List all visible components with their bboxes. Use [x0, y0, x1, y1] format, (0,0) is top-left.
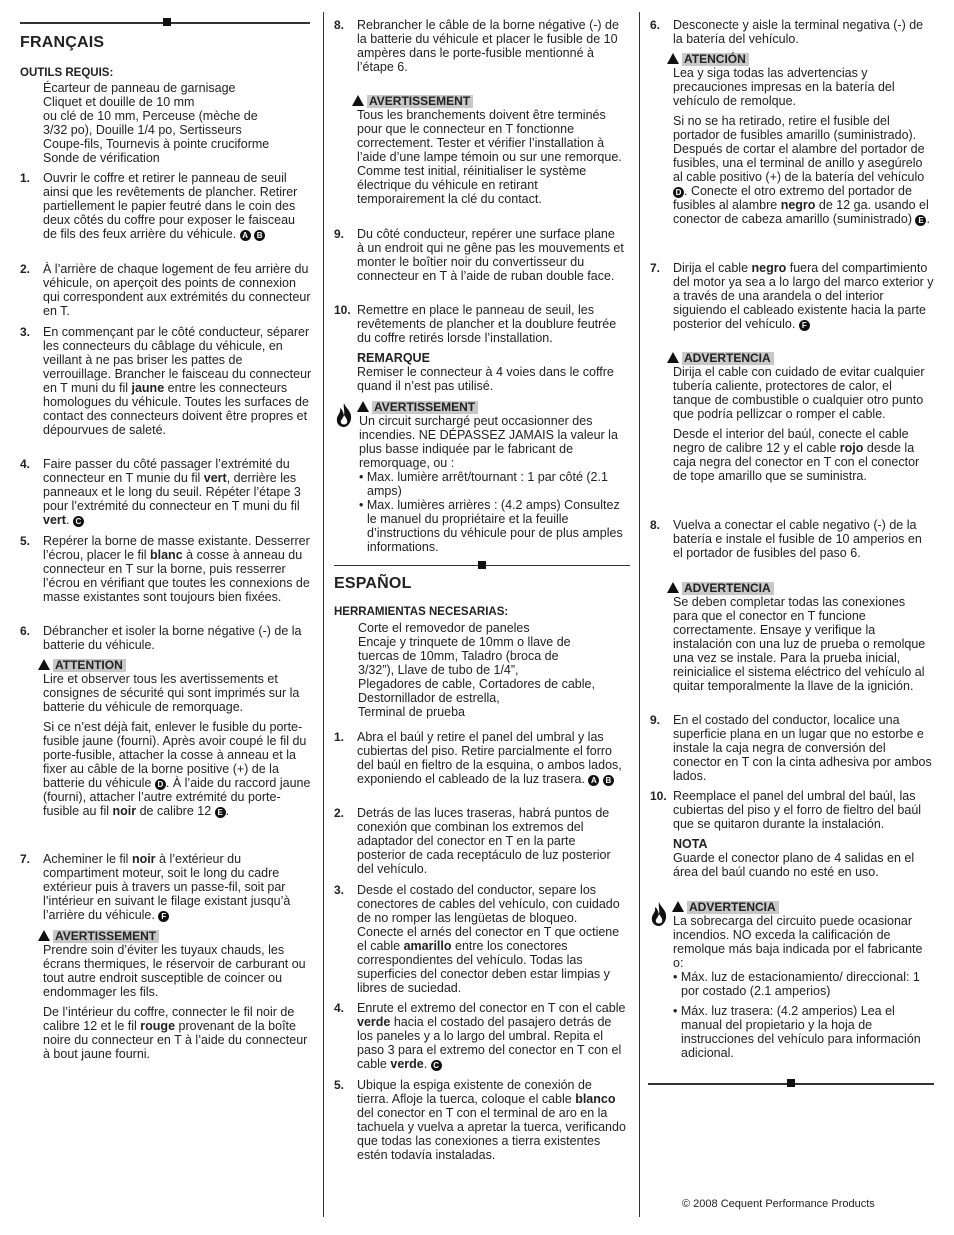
step-5-es: 5. Ubique la espiga existente de conexión de tierra. Afloje la tuerca, coloque el cable blanco del conector en T con el terminal de aro en la tachuela y vuelva a apretar la tuerca, verificando que todas las conexiones a tierra existentes estén todavía instaladas. — [334, 1078, 626, 1162]
warning-icon — [667, 352, 679, 363]
step-1-es: 1. Abra el baúl y retire el panel del umbral y las cubiertas del piso. Retire parcialmente el forro del baúl en fieltro de la esquina, o ambos lados, exponiendo el cableado de la luz trasera. A B — [334, 730, 622, 786]
warning-icon — [38, 930, 50, 941]
step-3-es: 3. Desde el costado del conductor, separe los conectores de cables del vehículo, con cuidado de no romper las lengüetas de bloqueo. Conecte el arnés del conector en T que octiene el cable amarillo entre los conectores correspondientes del vehículo. Todas las superficies del conector deben estar limpias y libres de suciedad. — [334, 883, 620, 995]
step-10-es: 10. Reemplace el panel del umbral del baúl, las cubiertas del piso y el forro de fieltro del baúl que se quitaron durante la instalación. NOTA Guarde el conector plano de 4 salidas en el área del baúl cuando no esté en uso. — [650, 789, 922, 879]
step-2-es: 2. Detrás de las luces traseras, habrá puntos de conexión que combinan los extremos del adaptador del conector en T en la parte posterior de cada receptáculo de luz posterior del vehículo. — [334, 806, 611, 876]
atencion-box: ATENCIÓN Lea y siga todas las advertencias y precauciones impresas en la batería del vehículo de remolque. Si no se ha retirado, retire el fusible del portador de fusibles amarillo (suministrado). Después de cortar el alambre del portador de fusibles, una el terminal de anillo y asegúrelo al cable positivo (+) de la batería del vehículo D . Conecte el otro extremo del portador de fusibles al alambre negro de 12 ga. usando el conector de cabeza amarillo (suministrado) E . — [667, 52, 933, 226]
copyright: © 2008 Cequent Performance Products — [682, 1198, 875, 1210]
step-5: 5. Repérer la borne de masse existante. Desserrer l’écrou, placer le fil blanc à cosse à anneau du connecteur en T sur la borne, puis resserrer l’écrou en vérifiant que toutes les connexions de masse existantes sont toujours bien fixées. — [20, 534, 310, 604]
rule-marker — [163, 18, 171, 26]
section-title-spanish: ESPAÑOL — [334, 575, 412, 592]
step-9-es: 9. En el costado del conductor, localice una superficie plana en un lugar que no estorbe e instale la caja negra de conversión del conector en T con la cinta adhesiva por ambos lados. — [650, 713, 932, 783]
badge-icon: C — [431, 1060, 442, 1071]
fire-icon — [649, 901, 669, 927]
warning-box-2: AVERTISSEMENT Tous les branchements doivent être terminés pour que le connecteur en T fonctionne correctement. Tester et vérifier l’installation à l’aide d’une lampe témoin ou sur une remorque. Comme test initial, réinitialiser le système électrique du véhicule en retirant temporairement la clé du contact. — [352, 94, 627, 206]
step-3: 3. En commençant par le côté conducteur, séparer les connecteurs du câblage du véhicule, en veillant à ne pas briser les pattes de verrouillage. Brancher le faisceau du connecteur en T muni du fil jaune entre les connecteurs homologues du véhicule. Toutes les surfaces de contact des connecteurs doivent être propres et dépourvues de saleté. — [20, 325, 312, 437]
tools-label-es: HERRAMIENTAS NECESARIAS: — [334, 606, 509, 618]
step-6-es: 6. Desconecte y aisle la terminal negativa (-) de la batería del vehículo. — [650, 18, 924, 46]
warning-icon — [352, 95, 364, 106]
rule-marker — [787, 1079, 795, 1087]
badge-icon: E — [915, 215, 926, 226]
badge-icon: D — [673, 187, 684, 198]
step-9: 9. Du côté conducteur, repérer une surface plane à un endroit qui ne gêne pas les mouvements et monter le boîtier noir du convertisseur du connecteur en T à l’aide de ruban double face. — [334, 227, 624, 283]
step-2: 2. À l’arrière de chaque logement de feu arrière du véhicule, on aperçoit des points de connexion qui correspondent aux extrémités du connecteur en T. — [20, 262, 311, 318]
step-4: 4. Faire passer du côté passager l’extrémité du connecteur en T munie du fil vert, derrière les panneaux et le long du seuil. Répéter l’étape 3 pour l’extrémité du connecteur en T muni du fil vert. C — [20, 457, 301, 527]
section-title-french: FRANÇAIS — [20, 34, 105, 51]
warning-box-1: AVERTISSEMENT Prendre soin d’éviter les tuyaux chauds, les écrans thermiques, le réservoir de carburant ou tout autre endroit susceptible de coincer ou endommager les fils. De l’intérieur du coffre, connecter le fil noir de calibre 12 et le fil rouge provenant de la boîte noire du connecteur en T à l’aide du connecteur à bout jaune fourni. — [38, 929, 313, 1061]
warning-icon — [357, 401, 369, 412]
step-7: 7. Acheminer le fil noir à l’extérieur du compartiment moteur, soit le long du cadre extérieur puis à travers un passe-fil, soit par l’intérieur en suivant le filage existant jusqu’à l’arrière du véhicule. F — [20, 852, 291, 922]
warning-icon — [672, 901, 684, 912]
attention-label: ATTENTION — [53, 659, 126, 672]
badge-icon: B — [254, 230, 265, 241]
warning-icon — [667, 53, 679, 64]
fire-icon — [334, 402, 354, 428]
badge-icon: B — [603, 775, 614, 786]
step-6: 6. Débrancher et isoler la borne négative (-) de la batterie du véhicule. — [20, 624, 302, 652]
tools-list-es: Corte el removedor de paneles Encaje y trinquete de 10mm o llave de tuercas de 10mm, Taladro (broca de 3/32”), Llave de tubo de 1/4”, Plegadores de cable, Cortadores de cable, Destornillador de estrella, Terminal de prueba — [358, 621, 595, 719]
attention-box: ATTENTION Lire et observer tous les avertissements et consignes de sécurité qui sont imprimés sur la batterie du véhicule de remorquage. Si ce n’est déjà fait, enlever le fusible du porte-fusible jaune (fourni). Après avoir coupé le fil du porte-fusible, attacher la cosse à anneau et la fixer au câble de la borne positive (+) de la batterie du véhicule D . À l’aide du raccord jaune (fourni), attacher l’autre extrémité du porte-fusible au fil noir de calibre 12 E . — [38, 658, 313, 818]
rule-marker — [478, 561, 486, 569]
badge-icon: A — [240, 230, 251, 241]
badge-icon: C — [73, 516, 84, 527]
badge-icon: A — [588, 775, 599, 786]
badge-icon: D — [155, 779, 166, 790]
tools-list: Écarteur de panneau de garnisage Cliquet et douille de 10 mm ou clé de 10 mm, Perceuse (mèche de 3/32 po), Douille 1/4 po, Sertisseurs Coupe-fils, Tournevis à pointe cruciforme Sonde de vérification — [43, 81, 270, 165]
column-divider-left — [323, 12, 324, 1217]
step-4-es: 4. Enrute el extremo del conector en T con el cable verde hacia el costado del pasajero detrás de los paneles y a lo largo del umbral. Repita el paso 3 para el extremo del conector en T con el cable verde. C — [334, 1001, 626, 1071]
step-1: 1. Ouvrir le coffre et retirer le panneau de seuil ainsi que les revêtements de plancher. Retirer partiellement le papier feutré dans le coin des deux côtés du coffre pour exposer le faisceau de fils des feux arrière du véhicule. A B — [20, 171, 298, 241]
step-7-es: 7. Dirija el cable negro fuera del compartimiento del motor ya sea a lo largo del marco exterior y a través de una arandela o del interior siguiendo el cableado existente hacia la parte posterior del vehículo. F — [650, 261, 934, 331]
fire-advertencia-box: ADVERTENCIA La sobrecarga del circuito puede ocasionar incendios. NO exceda la calificación de remolque más baja indicada por el fabricante o: • Máx. luz de estacionamiento/ direccional: 1 por costado (2.1 amperios) • Máx. luz trasera: (4.2 amperios) Lea el manual del propietario y la hoja de instrucciones del vehículo para información adicional. — [673, 900, 923, 1060]
warning-icon — [667, 582, 679, 593]
tools-label: OUTILS REQUIS: — [20, 67, 114, 79]
advertencia-box-2: ADVERTENCIA Se deben completar todas las conexiones para que el conector en T funcione correctamente. Ensaye y verifique la instalación con una luz de prueba o remolque una vez se instale. Para la prueba inicial, reinicialice el sistema eléctrico del vehículo al quitar temporalmente la llave de la ignición. — [667, 581, 933, 693]
warning-icon — [38, 659, 50, 670]
fire-warning-box: AVERTISSEMENT Un circuit surchargé peut occasionner des incendies. NE DÉPASSEZ JAMAIS la valeur la plus basse indiquée par le fabricant de remorquage, ou : • Max. lumière arrêt/tournant : 1 par côté (2.1 amps) • Max. lumières arrières : (4.2 amps) Consultez le manuel du propriétaire et la feuille d’instructions du véhicule pour de plus amples informations. — [359, 400, 623, 554]
badge-icon: F — [158, 911, 169, 922]
step-8: 8. Rebrancher le câble de la borne négative (-) de la batterie du véhicule et placer le fusible de 10 ampères dans le porte-fusible mentionné à l’étape 6. — [334, 18, 619, 74]
badge-icon: E — [215, 807, 226, 818]
badge-icon: F — [799, 320, 810, 331]
step-10: 10. Remettre en place le panneau de seuil, les revêtements de plancher et la doublure feutrée du coffre retirés lorsde l’installation. REMARQUE Remiser le connecteur à 4 voies dans le coffre quand il n’est pas utilisé. — [334, 303, 617, 393]
advertencia-box-1: ADVERTENCIA Dirija el cable con cuidado de evitar cualquier tubería caliente, protectores de calor, el tanque de combustible o cualquier otro punto que podría pellizcar o romper el cable. Desde el interior del baúl, conecte el cable negro de calibre 12 y el cable rojo desde la caja negra del conector en T con el conector de tope amarillo que se suministra. — [667, 351, 933, 483]
step-8-es: 8. Vuelva a conectar el cable negativo (-) de la batería e instale el fusible de 10 amperios en el portador de fusibles del paso 6. — [650, 518, 922, 560]
column-divider-right — [639, 12, 640, 1217]
